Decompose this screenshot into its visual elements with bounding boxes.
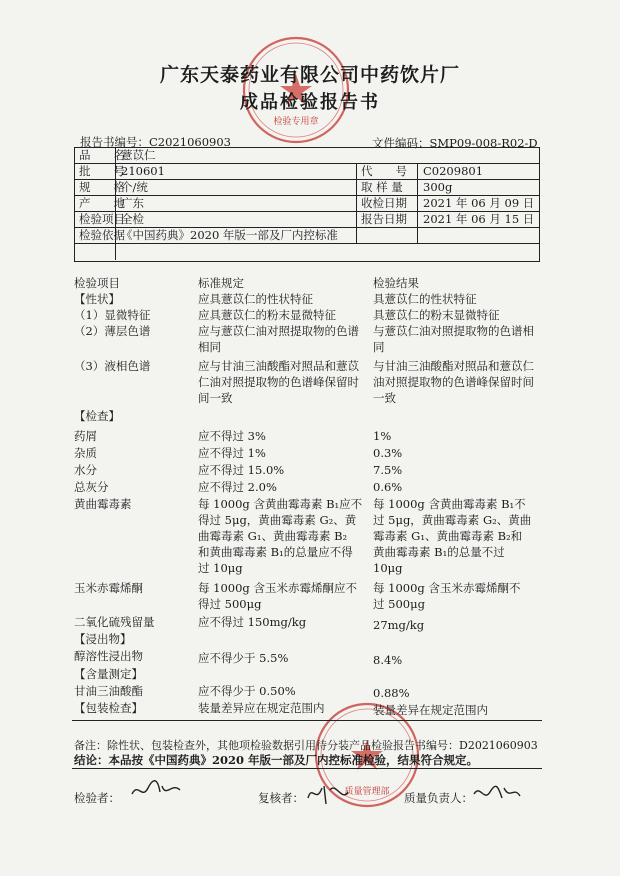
origin-value: 广东 (121, 196, 144, 210)
water-result: 7.5% (373, 463, 403, 477)
report-date-label: 报告日期 (361, 212, 407, 226)
aflatoxin-standard-line: 过 10μg (198, 561, 243, 575)
qa-manager-signature (470, 780, 522, 808)
zearalenone-result-line: 每 1000g 含玉米赤霉烯酮不 (373, 581, 521, 595)
col-header-standard: 标准规定 (198, 276, 244, 290)
receive-date-value: 2021 年 06 月 09 日 (423, 196, 535, 210)
section-assay: 【含量测定】 (74, 667, 143, 681)
reviewer-signature (304, 778, 352, 808)
extract-item: 醇溶性浸出物 (74, 649, 143, 663)
lc-result: 与甘油三油酸酯对照品和薏苡仁油对照提取物的色谱峰保留时间一致 (373, 359, 534, 405)
remark: 备注：除性状、包装检查外，其他项检验数据引用待分装产品检验报告书编号：D2021060903 (74, 739, 538, 752)
col-header-item: 检验项目 (74, 276, 120, 290)
zearalenone-result-line: 过 500μg (373, 597, 425, 611)
sample-label: 取 样 量 (361, 180, 403, 194)
section-character: 【性状】 (74, 292, 120, 306)
report-date-value: 2021 年 06 月 15 日 (423, 212, 535, 226)
company-name: 广东天泰药业有限公司中药饮片厂 (159, 64, 460, 86)
divider (72, 768, 542, 769)
code-value: C0209801 (423, 164, 484, 178)
aflatoxin-result-line: 黄曲霉毒素 B₁的总量不过 (373, 545, 505, 559)
product-label: 品 名 (79, 148, 125, 162)
aflatoxin-standard-line: 曲霉毒素 G₁、黄曲霉毒素 B₂ (198, 529, 348, 543)
receive-date-label: 收检日期 (361, 196, 407, 210)
so2-result: 27mg/kg (373, 618, 425, 632)
conclusion: 结论：本品按《中国药典》2020 年版一部及厂内控标准检验，结果符合规定。 (74, 753, 479, 767)
ash-item: 总灰分 (74, 480, 109, 494)
spec-value: 个/统 (121, 180, 148, 194)
aflatoxin-result-line: 过 5μg，黄曲霉毒素 G₂、黄曲 (373, 513, 532, 527)
sample-value: 300g (423, 180, 453, 194)
aflatoxin-result-line: 每 1000g 含黄曲霉毒素 B₁不 (373, 497, 526, 511)
zearalenone-standard-line: 每 1000g 含玉米赤霉烯酮应不 (198, 581, 357, 595)
lc-standard: 应与甘油三油酸酯对照品和薏苡仁油对照提取物的色谱峰保留时间一致 (198, 359, 359, 405)
assay-item: 甘油三油酸酯 (74, 684, 143, 698)
impurity-item: 杂质 (74, 446, 97, 460)
spec-label: 规 格 (79, 180, 125, 194)
tlc-result: 与薏苡仁油对照提取物的色谱相同 (373, 324, 534, 354)
seal-label: 质量管理部 (344, 787, 390, 797)
aflatoxin-result-line: 10μg (373, 561, 403, 575)
origin-label: 产 地 (79, 196, 125, 210)
inspector-signature (128, 776, 184, 804)
report-number: 报告书编号：C2021060903 (80, 135, 231, 149)
zearalenone-standard-line: 得过 500μg (198, 597, 262, 611)
extract-standard: 应不得少于 5.5% (198, 651, 289, 665)
batch-value: 210601 (121, 164, 165, 178)
inspector-label: 检验者： (74, 791, 120, 805)
info-table (74, 147, 540, 262)
impurity-standard: 应不得过 1% (198, 446, 266, 460)
chip-item: 药屑 (74, 429, 97, 443)
item-value: 全检 (121, 212, 144, 226)
impurity-result: 0.3% (373, 446, 403, 460)
micro-result: 具薏苡仁的粉末显微特征 (373, 308, 500, 322)
chip-result: 1% (373, 429, 392, 443)
batch-label: 批 号 (79, 164, 125, 178)
basis-value: 《中国药典》2020 年版一部及厂内控标准 (121, 228, 338, 242)
reviewer-label: 复核者： (258, 791, 304, 805)
aflatoxin-standard-line: 得过 5μg，黄曲霉毒素 G₂、黄 (198, 513, 357, 527)
water-standard: 应不得过 15.0% (198, 463, 285, 477)
divider (72, 720, 542, 721)
water-item: 水分 (74, 463, 97, 477)
item-label: 检验项目 (79, 212, 125, 226)
micro-item: （1）显微特征 (74, 308, 151, 322)
col-header-result: 检验结果 (373, 276, 419, 290)
seal-label: 检验专用章 (273, 117, 319, 127)
aflatoxin-result-line: 霉毒素 G₁、黄曲霉毒素 B₂和 (373, 529, 523, 543)
package-result: 装量差异在规定范围内 (373, 703, 488, 717)
aflatoxin-standard-line: 每 1000g 含黄曲霉毒素 B₁应不 (198, 497, 363, 511)
extract-result: 8.4% (373, 653, 403, 667)
chip-standard: 应不得过 3% (198, 429, 266, 443)
so2-standard: 应不得过 150mg/kg (198, 615, 307, 629)
section-check: 【检查】 (74, 409, 120, 423)
zearalenone-item: 玉米赤霉烯酮 (74, 581, 143, 595)
basis-label: 检验依据 (79, 228, 125, 242)
report-title: 成品检验报告书 (240, 92, 380, 113)
document-code: 文件编码：SMP09-008-R02-D (372, 136, 538, 150)
character-standard: 应具薏苡仁的性状特征 (198, 292, 313, 306)
character-result: 具薏苡仁的性状特征 (373, 292, 477, 306)
so2-item: 二氧化硫残留量 (74, 615, 155, 629)
lc-item: （3）液相色谱 (74, 359, 151, 373)
assay-result: 0.88% (373, 686, 410, 700)
section-package: 【包装检查】 (74, 701, 143, 715)
ash-standard: 应不得过 2.0% (198, 480, 277, 494)
micro-standard: 应具薏苡仁的粉末显微特征 (198, 308, 336, 322)
product-value: 薏苡仁 (121, 148, 156, 162)
code-label: 代 号 (361, 164, 407, 178)
aflatoxin-item: 黄曲霉毒素 (74, 497, 132, 511)
tlc-standard: 应与薏苡仁油对照提取物的色谱相同 (198, 324, 359, 354)
qa-manager-label: 质量负责人： (404, 791, 473, 805)
assay-standard: 应不得少于 0.50% (198, 684, 296, 698)
tlc-item: （2）薄层色谱 (74, 324, 151, 338)
section-extract: 【浸出物】 (74, 632, 132, 646)
package-standard: 装量差异应在规定范围内 (198, 701, 325, 715)
ash-result: 0.6% (373, 480, 403, 494)
aflatoxin-standard-line: 和黄曲霉毒素 B₁的总量应不得 (198, 545, 353, 559)
